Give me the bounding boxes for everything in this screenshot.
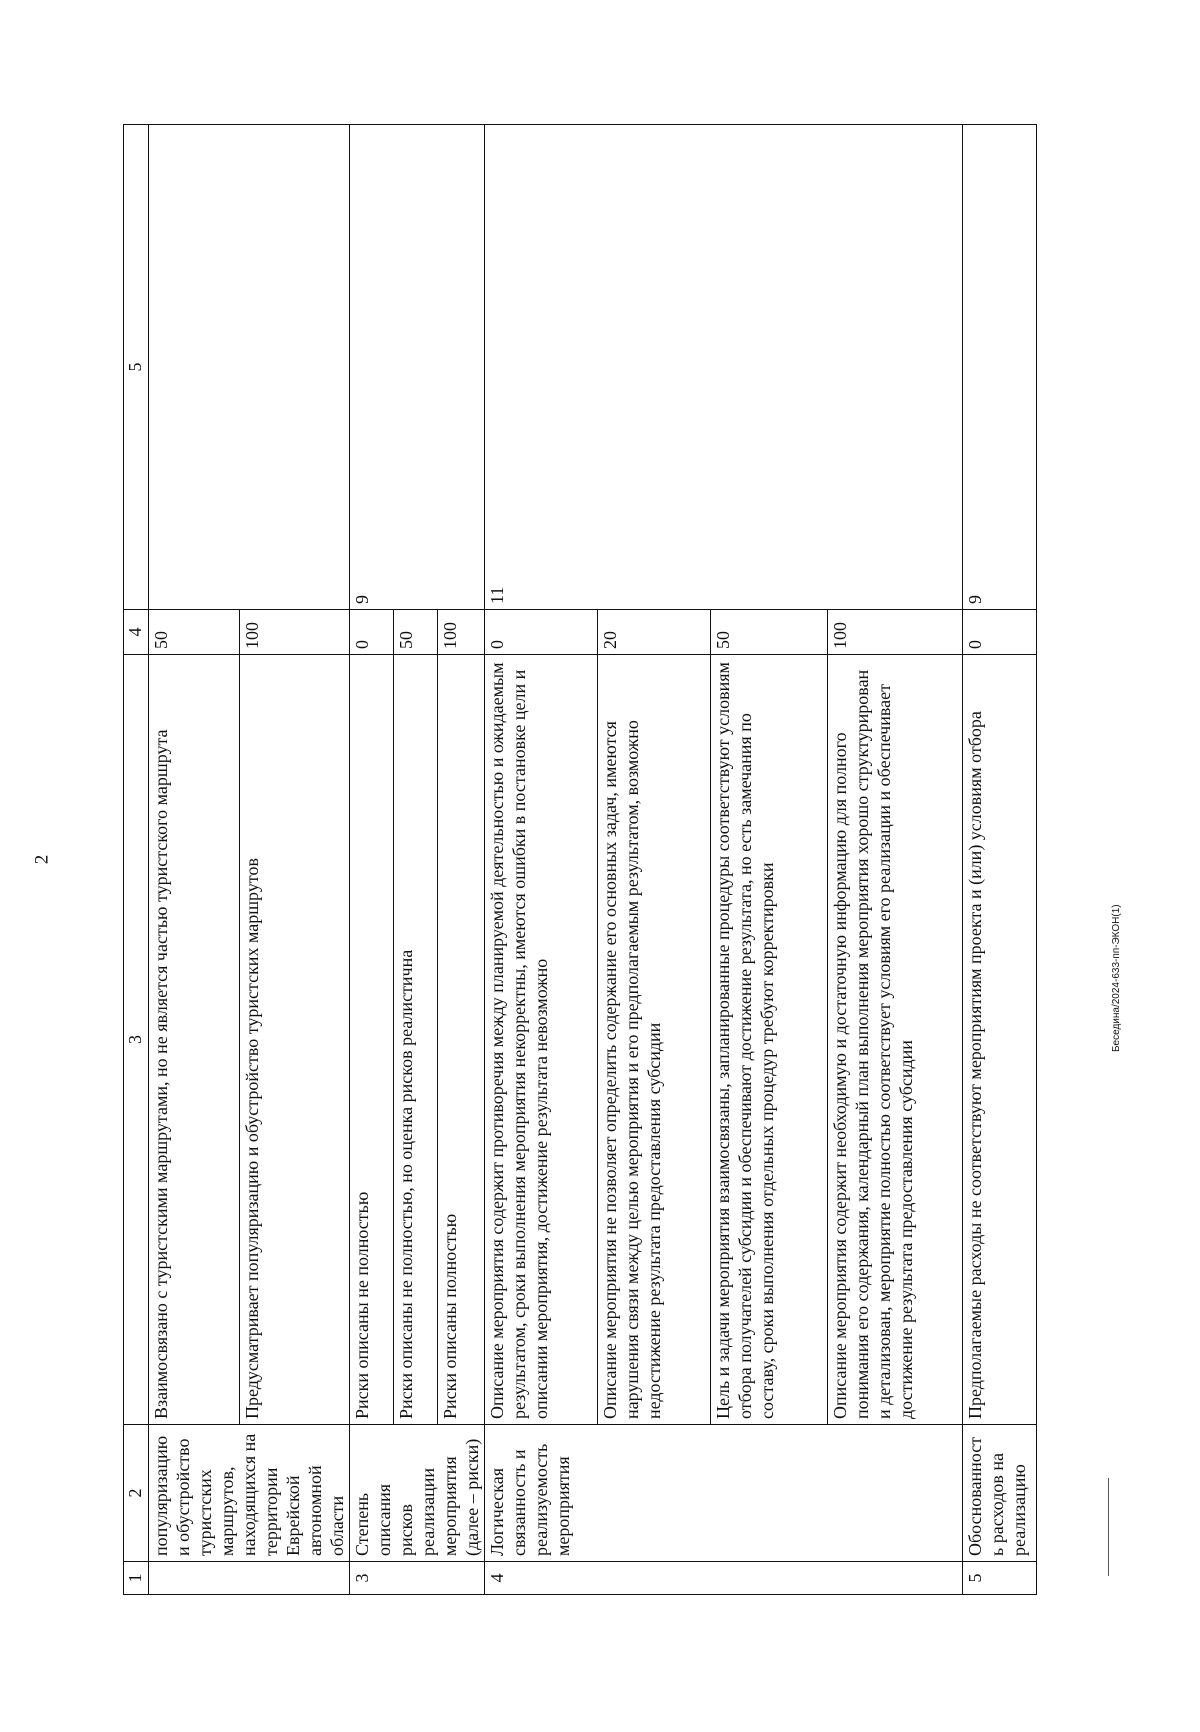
row-number-cell: 3 (350, 1562, 485, 1595)
criteria-table (123, 124, 1037, 1595)
weight-cell: 9 (963, 125, 1037, 610)
footer-document-code: Беседина/2024-633-пп-ЭКОН(1) (1111, 904, 1122, 1052)
criterion-cell: Логическая связанность и реализуемость мероприятия (485, 1425, 963, 1562)
header-cell: 4 (124, 610, 149, 655)
signature-line (1108, 1478, 1109, 1576)
criterion-cell: Степень описания рисков реализации мероприятия (далее – риски) (350, 1425, 485, 1562)
score-cell: 0 (485, 610, 598, 655)
option-text-cell: Описание мероприятия содержит противоречия между планируемой деятельностью и ожидаемым результатом, сроки выполнения мероприятия некорректны, имеются ошибки в постановке цели и описании мероприятия, достижение результата невозможно (485, 655, 598, 1425)
weight-cell: 11 (485, 125, 963, 610)
criterion-cell: популяризацию и обустройство туристских маршрутов, находящихся на территории Еврейской автономной области (149, 1425, 350, 1562)
table-row (149, 125, 240, 1595)
table-row (485, 125, 598, 1595)
header-cell: 1 (124, 1562, 149, 1595)
score-cell: 100 (437, 610, 484, 655)
header-cell: 3 (124, 655, 149, 1425)
option-text-cell: Риски описаны не полностью (350, 655, 394, 1425)
table-row (350, 125, 394, 1595)
weight-cell: 9 (350, 125, 485, 610)
criterion-cell: Обоснованность расходов на реализацию (963, 1425, 1037, 1562)
table-row (963, 125, 1037, 1595)
option-text-cell: Риски описаны полностью (437, 655, 484, 1425)
option-text-cell: Взаимосвязано с туристскими маршрутами, но не является частью туристского маршрута (149, 655, 240, 1425)
option-text-cell: Описание мероприятия содержит необходимую и достаточную информацию для полного понимания его содержания, календарный план выполнения мероприятия хорошо структурирован и детализован, мероприятие полностью соответствует условиям его реализации и обеспечивает достижение результата предоставления субсидии (828, 655, 963, 1425)
header-cell: 2 (124, 1425, 149, 1562)
option-text-cell: Цель и задачи мероприятия взаимосвязаны, запланированные процедуры соответствуют условиям отбора получателей субсидии и обеспечивают достижение результата, но есть замечания по составу, сроки выполнения отдельных процедур требуют корректировки (711, 655, 828, 1425)
score-cell: 0 (350, 610, 394, 655)
score-cell: 50 (711, 610, 828, 655)
option-text-cell: Предполагаемые расходы не соответствуют мероприятиям проекта и (или) условиям отбора (963, 655, 1037, 1425)
weight-cell (149, 125, 350, 610)
score-cell: 100 (828, 610, 963, 655)
row-number-cell: 4 (485, 1562, 963, 1595)
row-number-cell: 5 (963, 1562, 1037, 1595)
option-text-cell: Риски описаны не полностью, но оценка рисков реалистична (393, 655, 437, 1425)
table-header-row (124, 125, 149, 1595)
score-cell: 50 (149, 610, 240, 655)
row-number-cell (149, 1562, 350, 1595)
page-number: 2 (31, 854, 53, 865)
score-cell: 0 (963, 610, 1037, 655)
score-cell: 100 (240, 610, 350, 655)
score-cell: 20 (598, 610, 711, 655)
option-text-cell: Описание мероприятия не позволяет определить содержание его основных задач, имеются нарушения связи между целью мероприятия и его предполагаемым результатом, возможно недостижение результата предоставления субсидии (598, 655, 711, 1425)
score-cell: 50 (393, 610, 437, 655)
header-cell: 5 (124, 125, 149, 610)
criteria-table-rotated (123, 125, 1037, 1595)
option-text-cell: Предусматривает популяризацию и обустройство туристских маршрутов (240, 655, 350, 1425)
